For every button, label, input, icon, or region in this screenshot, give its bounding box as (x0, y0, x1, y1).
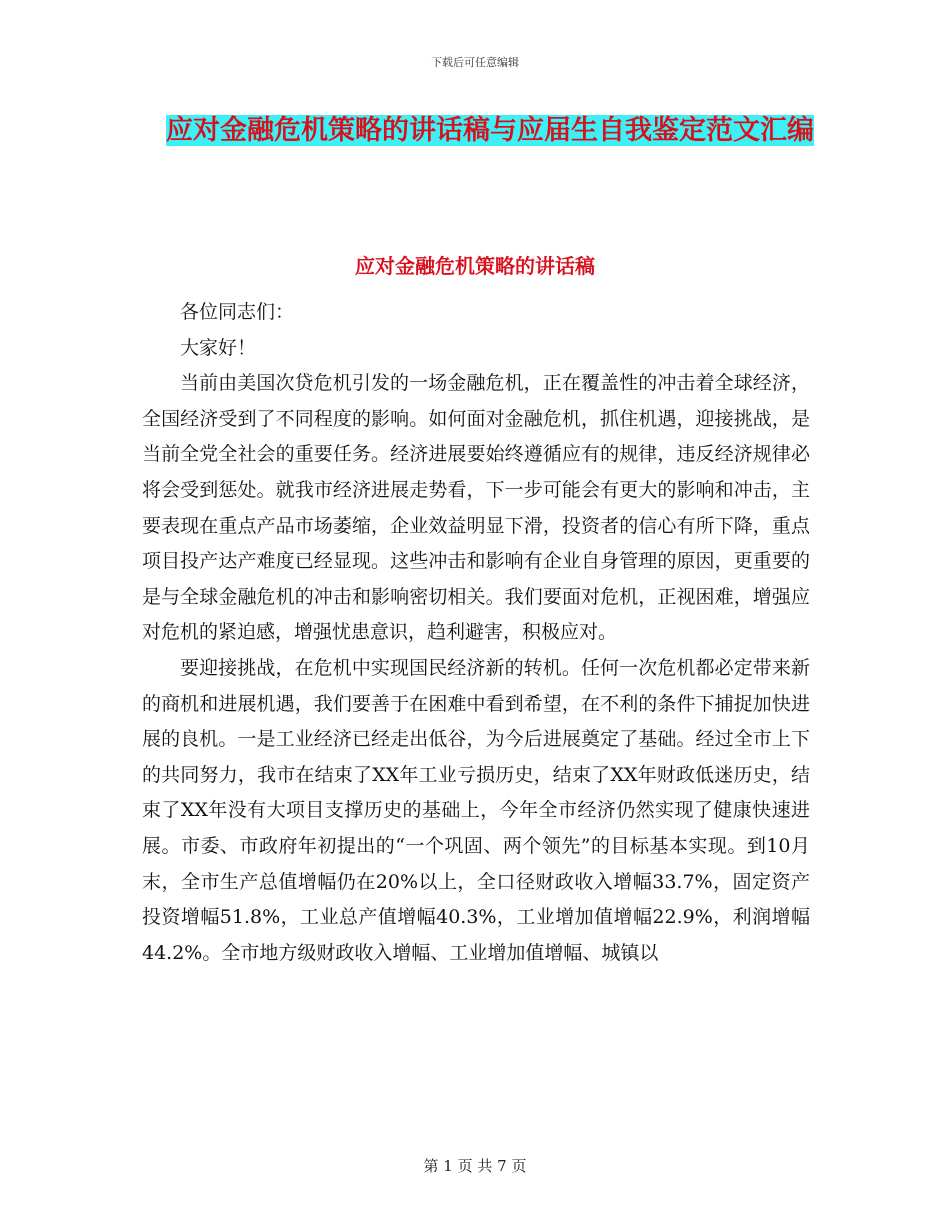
body-paragraph: 要迎接挑战，在危机中实现国民经济新的转机。任何一次危机都必定带来新的商机和进展机遇，我们要善于在困难中看到希望，在不利的条件下捕捉加快进展的良机。一是工业经济已经走出低谷，为今后进展奠定了基础。经过全市上下的共同努力，我市在结束了XX年工业亏损历史，结束了XX年财政低迷历史，结束了XX年没有大项目支撑历史的基础上，今年全市经济仍然实现了健康快速进展。市委、市政府年初提出的“一个巩固、两个领先”的目标基本实现。到10月末，全市生产总值增幅仍在20%以上，全口径财政收入增幅33.7%，固定资产投资增幅51.8%，工业总产值增幅40.3%，工业增加值增幅22.9%，利润增幅44.2%。全市地方级财政收入增幅、工业增加值增幅、城镇以 (142, 656, 810, 964)
document-body (142, 295, 810, 971)
section-title: 应对金融危机策略的讲话稿 (355, 254, 595, 278)
salutation-paragraph: 各位同志们： (180, 301, 295, 323)
header-note: 下载后可任意编辑 (431, 56, 519, 69)
main-title-highlight: 应对金融危机策略的讲话稿与应届生自我鉴定范文汇编 (166, 115, 814, 146)
greeting-paragraph: 大家好！ (180, 336, 257, 359)
body-paragraph: 当前由美国次贷危机引发的一场金融危机，正在覆盖性的冲击着全球经济，全国经济受到了不同程度的影响。如何面对金融危机，抓住机遇，迎接挑战，是当前全党全社会的重要任务。经济进展要始终遵循应有的规律，违反经济规律必将会受到惩处。就我市经济进展走势看，下一步可能会有更大的影响和冲击，主要表现在重点产品市场萎缩，企业效益明显下滑，投资者的信心有所下降，重点项目投产达产难度已经显现。这些冲击和影响有企业自身管理的原因，更重要的是与全球金融危机的冲击和影响密切相关。我们要面对危机，正视困难，增强应对危机的紧迫感，增强忧患意识，趋利避害，积极应对。 (142, 372, 810, 644)
page-footer: 第 1 页 共 7 页 (423, 1157, 527, 1175)
document-main-title (140, 108, 840, 153)
